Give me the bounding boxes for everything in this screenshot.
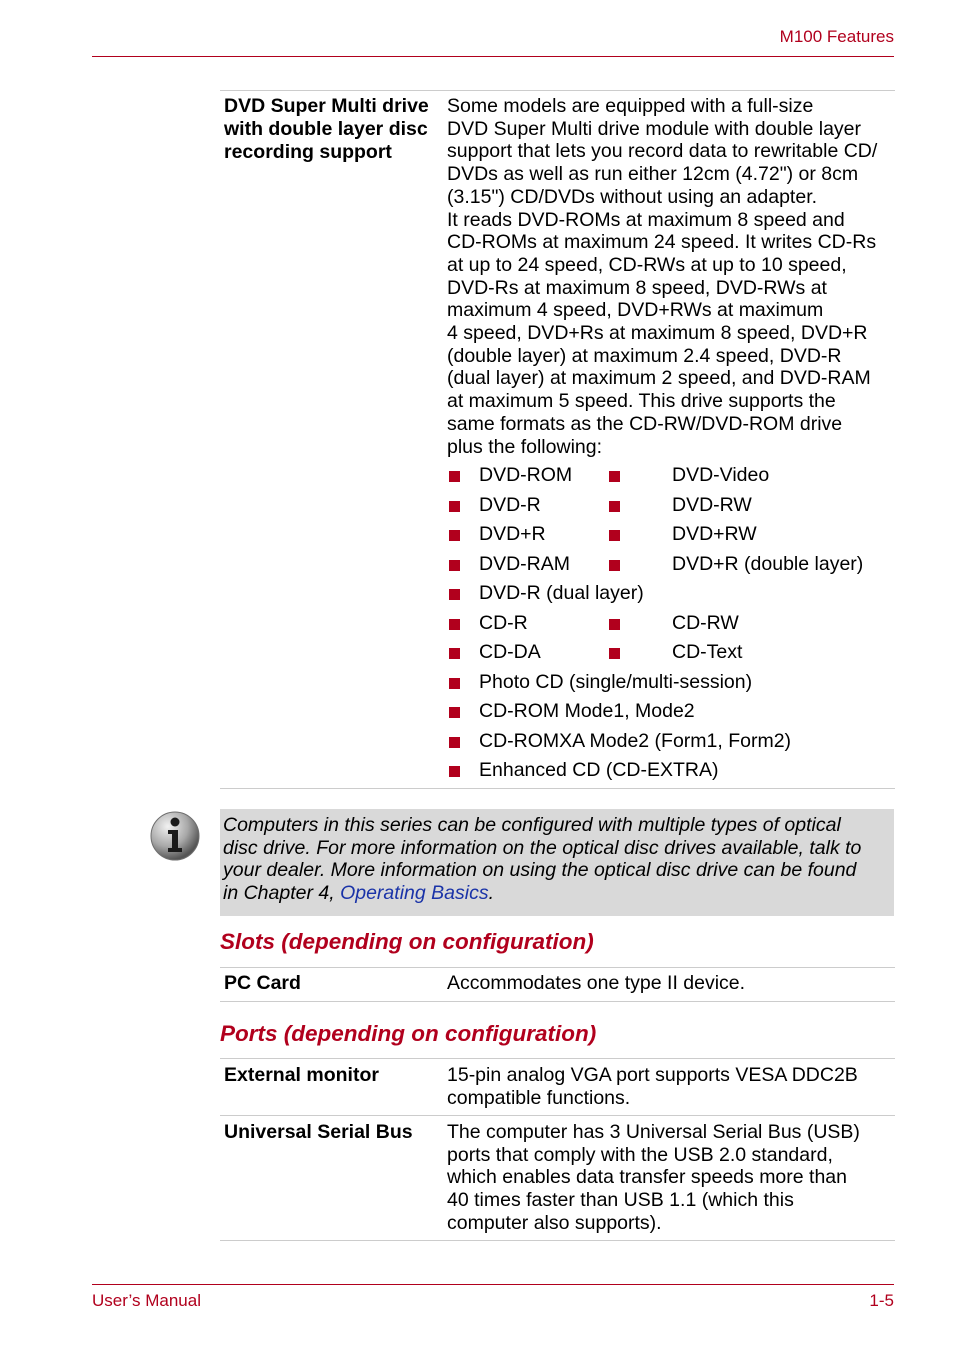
dvd-desc-line: DVD-Rs at maximum 8 speed, DVD-RWs at xyxy=(447,276,827,299)
usb-desc-line: computer also supports). xyxy=(447,1211,662,1234)
format-label: DVD-R (dual layer) xyxy=(479,582,644,604)
dvd-desc-line: at maximum 5 speed. This drive supports the xyxy=(447,390,836,413)
bullet-square-icon xyxy=(609,619,620,630)
format-label: DVD-ROM xyxy=(479,464,573,486)
bullet-square-icon xyxy=(609,648,620,659)
bullet-square-icon xyxy=(609,530,620,541)
list-item xyxy=(447,756,897,786)
dvd-desc-line: DVD Super Multi drive module with double layer xyxy=(447,117,862,140)
dvd-description xyxy=(447,95,897,458)
usb-desc-line: The computer has 3 Universal Serial Bus (USB) xyxy=(447,1121,860,1143)
dvd-desc-line: same formats as the CD-RW/DVD-ROM drive xyxy=(447,412,843,435)
format-label: DVD+R (double layer) xyxy=(672,552,864,575)
bullet-square-icon xyxy=(449,619,460,630)
slots-bottom-rule xyxy=(220,1001,895,1002)
dvd-desc-line: at up to 24 speed, CD-RWs at up to 10 speed, xyxy=(447,253,847,276)
format-label: DVD-RAM xyxy=(479,552,570,575)
format-label: DVD+R xyxy=(479,523,546,545)
bullet-square-icon xyxy=(449,737,460,748)
dvd-term-line: DVD Super Multi drive xyxy=(224,95,429,117)
table-top-rule xyxy=(220,90,895,91)
usb-desc-line: 40 times faster than USB 1.1 (which this xyxy=(447,1189,794,1212)
slots-heading: Slots (depending on configuration) xyxy=(220,929,594,954)
format-label: CD-R xyxy=(479,611,528,634)
dvd-desc-line: CD-ROMs at maximum 24 speed. It writes CD-Rs xyxy=(447,231,877,254)
info-icon xyxy=(149,810,201,862)
bullet-square-icon xyxy=(449,678,460,689)
note-text xyxy=(223,814,891,905)
bullet-square-icon xyxy=(449,530,460,541)
list-item xyxy=(447,461,897,491)
format-label: DVD-RW xyxy=(672,493,752,516)
format-label: CD-DA xyxy=(479,641,541,663)
note-line xyxy=(223,882,891,905)
dvd-desc-line: DVDs as well as run either 12cm (4.72") or 8cm xyxy=(447,163,859,186)
dvd-desc-line: Some models are equipped with a full-size xyxy=(447,95,814,117)
table-bottom-rule xyxy=(220,788,895,789)
list-item xyxy=(447,727,897,757)
external-monitor-term: External monitor xyxy=(224,1064,379,1086)
bullet-square-icon xyxy=(449,560,460,571)
external-monitor-description xyxy=(447,1064,897,1109)
bullet-square-icon xyxy=(449,707,460,718)
ports-top-rule xyxy=(220,1058,895,1059)
dvd-desc-line: It reads DVD-ROMs at maximum 8 speed and xyxy=(447,208,845,231)
format-bullet-list xyxy=(447,461,897,786)
usb-desc-line: which enables data transfer speeds more than xyxy=(447,1166,847,1189)
list-item xyxy=(447,697,897,727)
list-item xyxy=(447,491,897,521)
bullet-square-icon xyxy=(609,560,620,571)
format-label: Enhanced CD (CD-EXTRA) xyxy=(479,759,719,781)
ports-row-rule xyxy=(220,1115,895,1116)
pc-card-description: Accommodates one type II device. xyxy=(447,972,746,994)
monitor-desc-line: compatible functions. xyxy=(447,1086,631,1109)
ports-heading: Ports (depending on configuration) xyxy=(220,1021,597,1046)
footer-rule xyxy=(92,1284,894,1285)
dvd-desc-line: maximum 4 speed, DVD+RWs at maximum xyxy=(447,299,824,322)
usb-desc-line: ports that comply with the USB 2.0 standard, xyxy=(447,1143,833,1166)
footer-manual-title: User’s Manual xyxy=(92,1291,201,1310)
format-label: Photo CD (single/multi-session) xyxy=(479,670,753,693)
list-item xyxy=(447,579,897,609)
header-title: M100 Features xyxy=(779,27,894,46)
list-item xyxy=(447,520,897,550)
operating-basics-link[interactable]: Operating Basics xyxy=(340,882,489,905)
note-line: Computers in this series can be configured with multiple types of optical xyxy=(223,814,841,836)
dvd-desc-line: support that lets you record data to rewritable CD/ xyxy=(447,140,878,163)
monitor-desc-line: 15-pin analog VGA port supports VESA DDC2B xyxy=(447,1064,858,1086)
dvd-term-line: recording support xyxy=(224,141,392,163)
note-box xyxy=(220,809,894,916)
format-label: DVD-R xyxy=(479,493,541,516)
bullet-square-icon xyxy=(609,471,620,482)
note-text-prefix: in Chapter 4, xyxy=(223,882,341,905)
format-label: DVD-Video xyxy=(672,464,770,486)
header-rule xyxy=(92,56,894,57)
bullet-square-icon xyxy=(449,648,460,659)
ports-bottom-rule xyxy=(220,1240,895,1241)
bullet-square-icon xyxy=(449,471,460,482)
note-text-suffix: . xyxy=(488,882,494,905)
pc-card-term: PC Card xyxy=(224,972,301,994)
bullet-square-icon xyxy=(449,766,460,777)
list-item xyxy=(447,550,897,580)
bullet-square-icon xyxy=(609,501,620,512)
note-line: disc drive. For more information on the optical disc drives available, talk to xyxy=(223,836,862,859)
format-label: CD-ROMXA Mode2 (Form1, Form2) xyxy=(479,729,792,752)
usb-description xyxy=(447,1121,897,1235)
list-item xyxy=(447,638,897,668)
dvd-desc-line: 4 speed, DVD+Rs at maximum 8 speed, DVD+R xyxy=(447,322,868,345)
format-label: CD-Text xyxy=(672,641,743,663)
format-label: DVD+RW xyxy=(672,523,757,545)
bullet-square-icon xyxy=(449,589,460,600)
list-item xyxy=(447,609,897,639)
dvd-desc-line: plus the following: xyxy=(447,435,603,458)
dvd-desc-line: (3.15") CD/DVDs without using an adapter. xyxy=(447,185,818,208)
slots-top-rule xyxy=(220,967,895,968)
page-number: 1-5 xyxy=(869,1291,894,1310)
dvd-term xyxy=(224,95,429,164)
usb-term: Universal Serial Bus xyxy=(224,1121,413,1143)
note-line: your dealer. More information on using the optical disc drive can be found xyxy=(223,859,857,882)
dvd-desc-line: (dual layer) at maximum 2 speed, and DVD-RAM xyxy=(447,367,871,390)
dvd-term-line: with double layer disc xyxy=(224,118,428,140)
format-label: CD-ROM Mode1, Mode2 xyxy=(479,700,695,722)
dvd-desc-line: (double layer) at maximum 2.4 speed, DVD-R xyxy=(447,344,842,367)
list-item xyxy=(447,668,897,698)
format-label: CD-RW xyxy=(672,611,739,634)
bullet-square-icon xyxy=(449,501,460,512)
